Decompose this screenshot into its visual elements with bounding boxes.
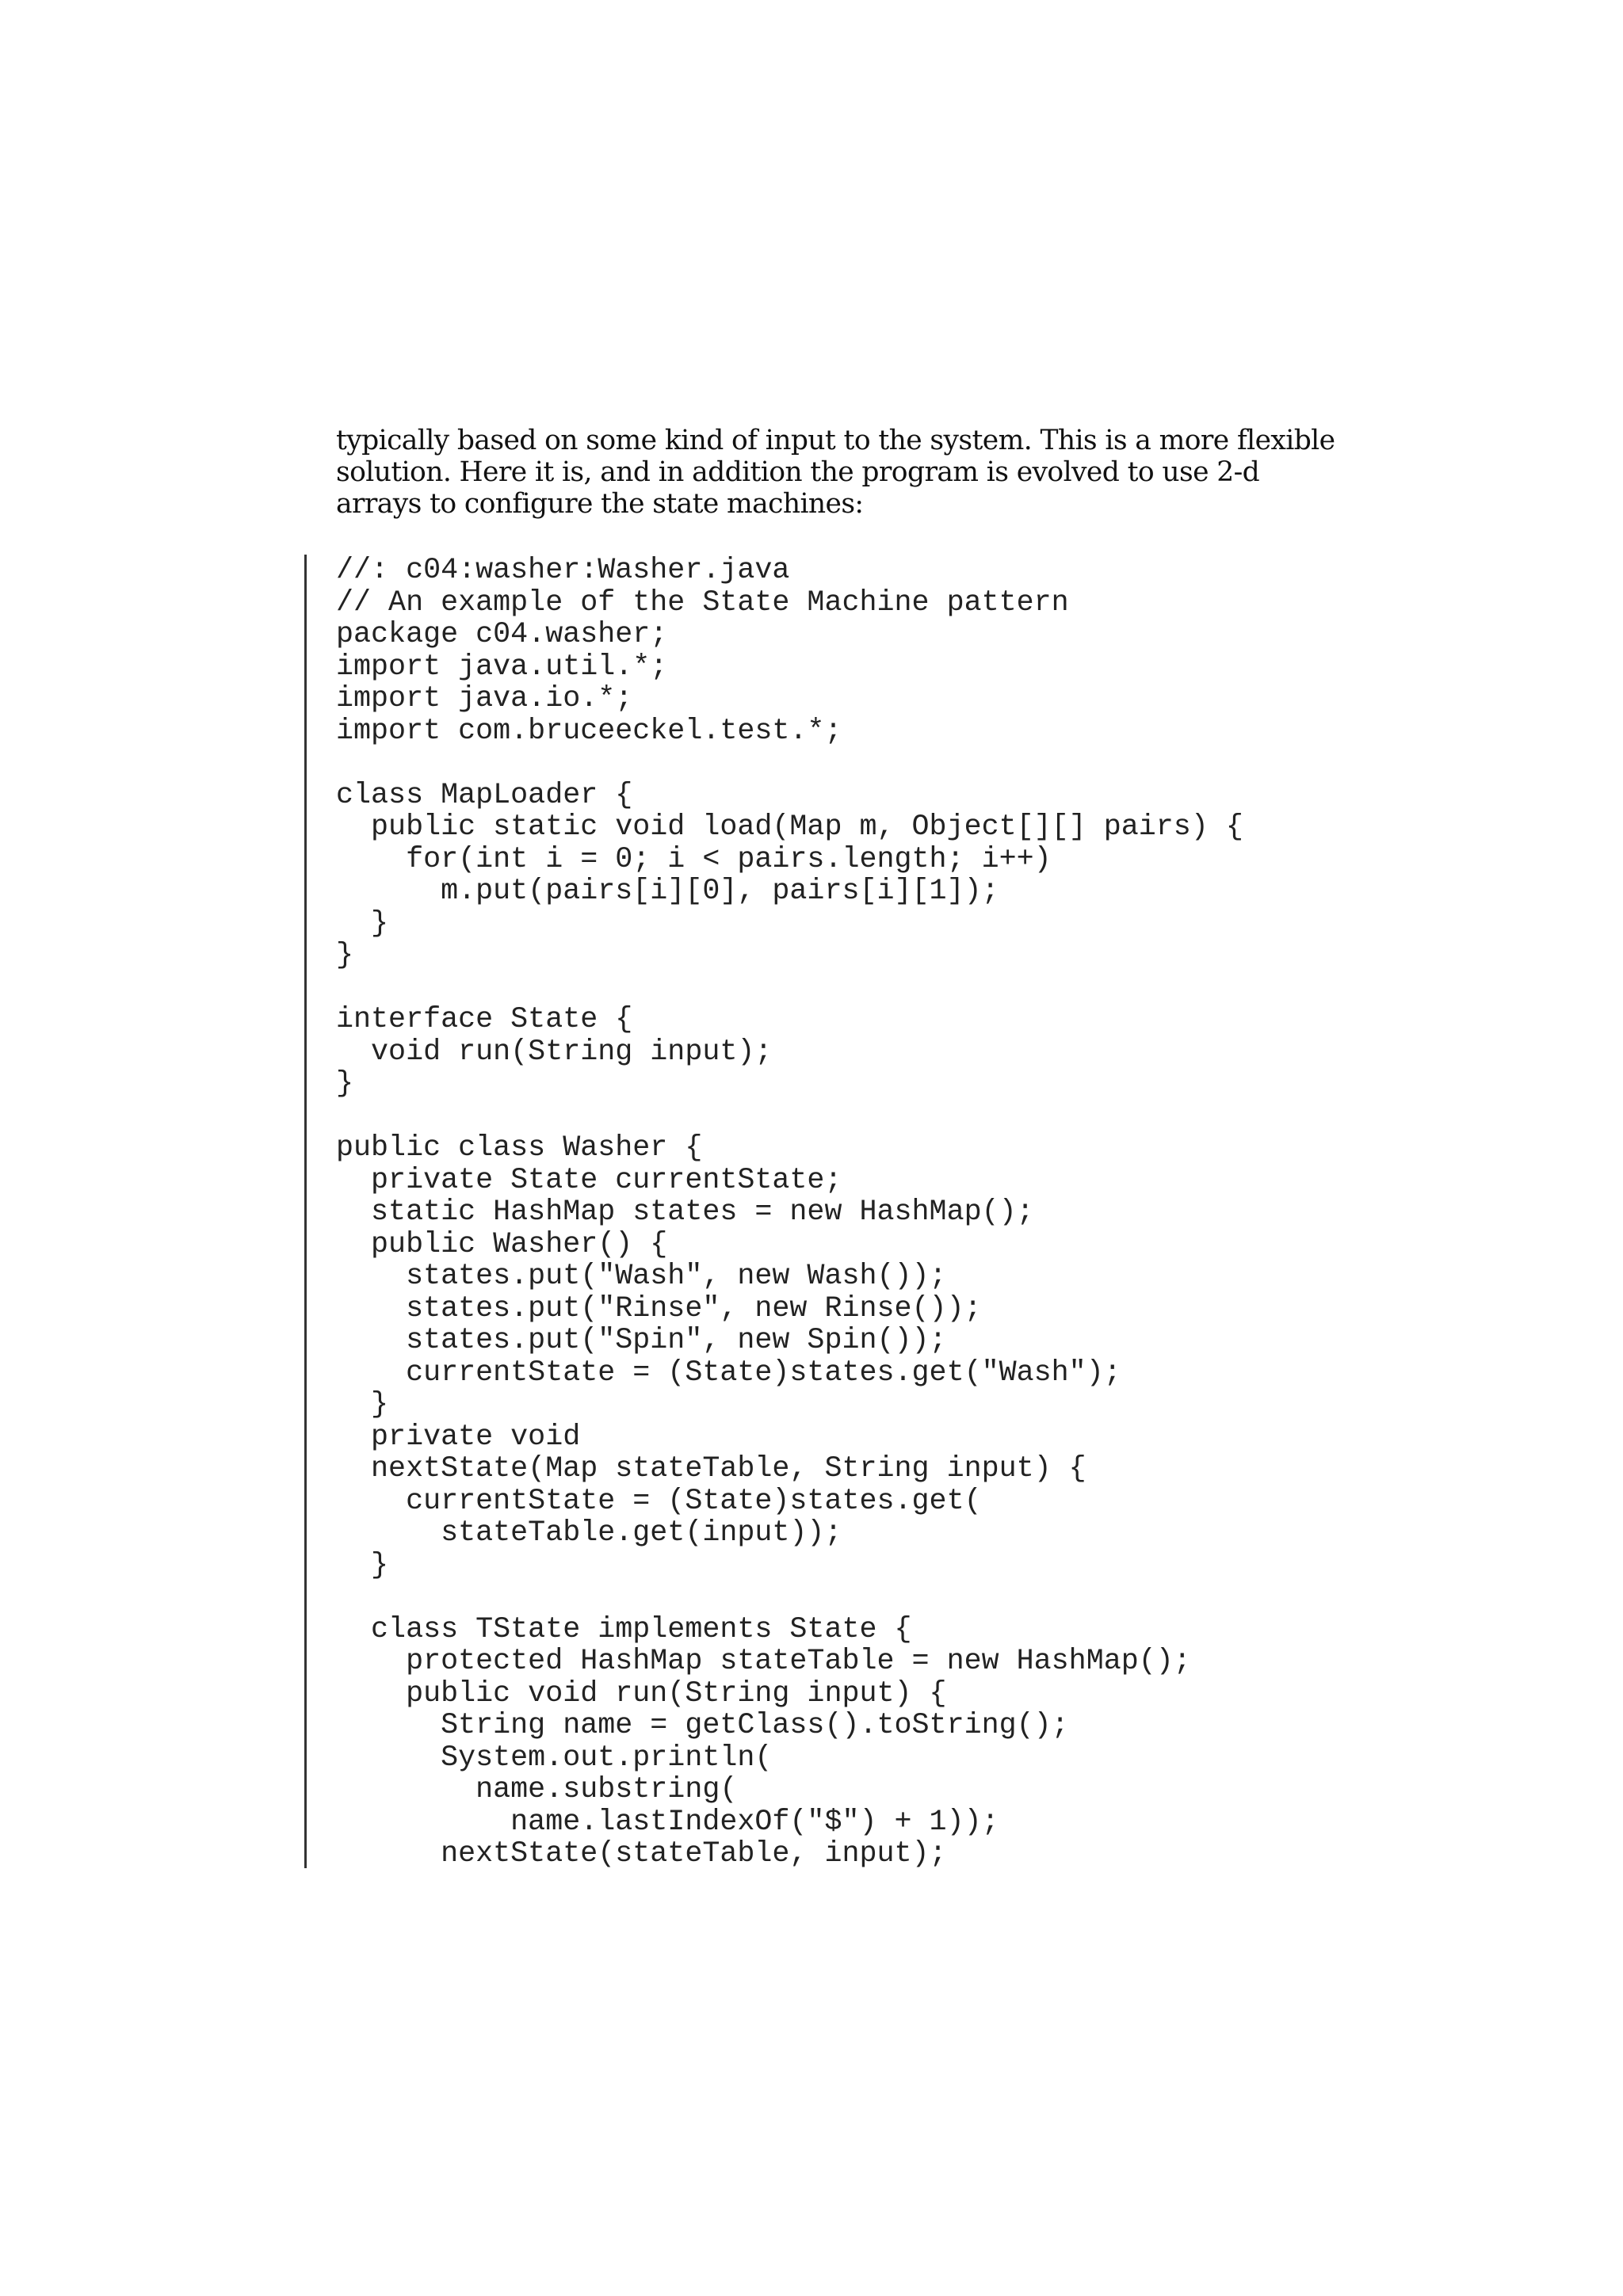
code-line: }	[336, 1388, 389, 1421]
code-line: package c04.washer;	[336, 618, 668, 651]
code-line: }	[336, 939, 354, 972]
code-line: // An example of the State Machine pattern	[336, 585, 1069, 620]
code-line: nextState(Map stateTable, String input) {	[336, 1452, 1086, 1486]
code-line: public void run(String input) {	[336, 1676, 947, 1711]
code-line	[336, 1581, 1243, 1614]
code-line: public Washer() {	[336, 1227, 668, 1261]
code-line: name.substring(	[336, 1773, 738, 1806]
code-line: for(int i = 0; i < pairs.length; i++)	[336, 842, 1052, 876]
code-line: states.put("Spin", new Spin());	[336, 1324, 947, 1357]
code-line: private void	[336, 1420, 581, 1454]
code-line: }	[336, 906, 389, 940]
code-line: }	[336, 1548, 389, 1582]
code-line: states.put("Rinse", new Rinse());	[336, 1291, 982, 1325]
code-line: //: c04:washer:Washer.java	[336, 554, 790, 587]
code-line	[336, 1100, 1243, 1133]
code-line: m.put(pairs[i][0], pairs[i][1]);	[336, 875, 999, 908]
code-line	[336, 747, 1243, 780]
code-line: class MapLoader {	[336, 778, 633, 812]
code-line: public static void load(Map m, Object[][] pairs) {	[336, 810, 1243, 844]
code-line: System.out.println(	[336, 1741, 773, 1775]
code-line: void run(String input);	[336, 1035, 773, 1069]
code-block-margin-bar	[304, 555, 307, 1868]
code-line: import java.io.*;	[336, 682, 633, 715]
code-line: states.put("Wash", new Wash());	[336, 1260, 947, 1293]
code-line: import com.bruceeckel.test.*;	[336, 714, 842, 748]
code-line: stateTable.get(input));	[336, 1516, 842, 1550]
intro-paragraph	[336, 425, 1335, 520]
code-line: class TState implements State {	[336, 1612, 912, 1646]
code-line: private State currentState;	[336, 1163, 842, 1197]
code-line	[336, 972, 1243, 1005]
code-line: import java.util.*;	[336, 650, 668, 684]
code-line: public class Washer {	[336, 1131, 703, 1165]
intro-line: typically based on some kind of input to the system. This is a more flexible	[336, 425, 1335, 456]
code-line: static HashMap states = new HashMap();	[336, 1196, 1034, 1229]
code-line: nextState(stateTable, input);	[336, 1837, 947, 1871]
code-listing	[336, 555, 1243, 1871]
code-line: name.lastIndexOf("$") + 1));	[336, 1805, 999, 1839]
intro-line: arrays to configure the state machines:	[336, 488, 864, 520]
code-line: String name = getClass().toString();	[336, 1709, 1069, 1742]
code-line: currentState = (State)states.get("Wash");	[336, 1356, 1121, 1390]
code-line: interface State {	[336, 1003, 633, 1036]
intro-line: solution. Here it is, and in addition the program is evolved to use 2-d	[336, 456, 1260, 488]
code-line: currentState = (State)states.get(	[336, 1484, 982, 1518]
code-line: }	[336, 1067, 354, 1100]
code-line: protected HashMap stateTable = new HashMap();	[336, 1645, 1191, 1678]
